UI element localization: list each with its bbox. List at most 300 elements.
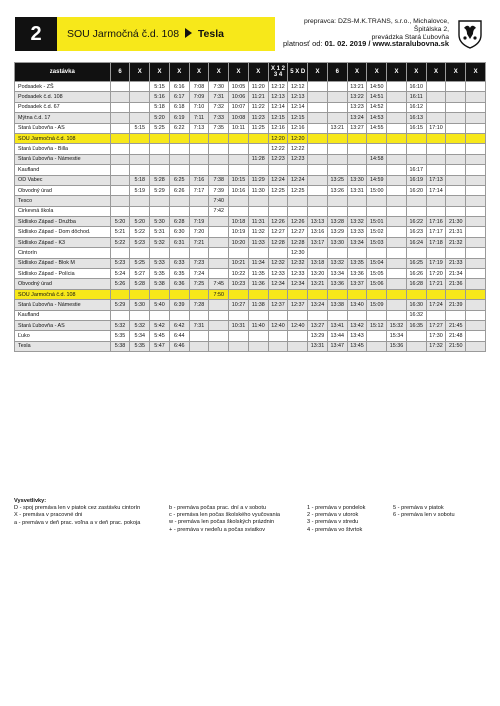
departure-time: 13:20 [308, 269, 328, 279]
departure-time [209, 320, 229, 330]
departure-time [327, 82, 347, 92]
departure-time: 16:19 [406, 175, 426, 185]
departure-time [229, 133, 249, 143]
departure-time: 5:18 [150, 102, 170, 112]
departure-time: 13:21 [327, 123, 347, 133]
stop-name: Sídlisko Západ - Polícia [15, 269, 111, 279]
departure-time [387, 206, 407, 216]
departure-time [426, 102, 446, 112]
departure-time [189, 248, 209, 258]
departure-time [248, 165, 268, 175]
departure-time: 12:24 [268, 175, 288, 185]
legend-item: c - premáva len počas školského vyučovania [169, 512, 280, 519]
departure-time [130, 154, 150, 164]
departure-time: 11:29 [248, 175, 268, 185]
departure-time: 13:44 [327, 331, 347, 341]
departure-time: 10:06 [229, 92, 249, 102]
departure-time [327, 165, 347, 175]
departure-time: 5:47 [150, 341, 170, 351]
departure-time: 12:12 [288, 82, 308, 92]
departure-time: 13:29 [327, 227, 347, 237]
departure-time [209, 248, 229, 258]
departure-time [268, 206, 288, 216]
departure-time [308, 133, 328, 143]
departure-time: 5:15 [150, 82, 170, 92]
departure-time: 12:20 [268, 133, 288, 143]
departure-time [446, 185, 466, 195]
departure-time: 12:26 [288, 217, 308, 227]
departure-time: 6:44 [169, 331, 189, 341]
departure-time: 12:23 [288, 154, 308, 164]
departure-time: 13:29 [308, 331, 328, 341]
departure-time: 10:20 [229, 237, 249, 247]
departure-time [248, 144, 268, 154]
departure-time [308, 196, 328, 206]
departure-time [387, 185, 407, 195]
departure-time [268, 310, 288, 320]
departure-time: 12:37 [288, 300, 308, 310]
departure-time: 16:22 [406, 217, 426, 227]
departure-time [110, 196, 130, 206]
departure-time [466, 320, 486, 330]
departure-time [189, 144, 209, 154]
departure-time [308, 154, 328, 164]
departure-time [288, 206, 308, 216]
departure-time: 16:25 [406, 258, 426, 268]
departure-time: 12:13 [288, 92, 308, 102]
departure-time: 6:18 [169, 102, 189, 112]
departure-time: 13:43 [347, 331, 367, 341]
departure-time: 5:23 [130, 237, 150, 247]
departure-time: 5:15 [130, 123, 150, 133]
departure-time [169, 154, 189, 164]
departure-time: 5:21 [110, 227, 130, 237]
departure-time: 7:33 [209, 113, 229, 123]
departure-time [327, 206, 347, 216]
departure-time: 14:53 [367, 113, 387, 123]
departure-time [367, 248, 387, 258]
departure-time [327, 92, 347, 102]
departure-time: 21:36 [446, 279, 466, 289]
table-row [15, 341, 486, 351]
departure-time: 5:24 [110, 269, 130, 279]
departure-time [466, 185, 486, 195]
departure-time [150, 310, 170, 320]
departure-time: 21:48 [446, 331, 466, 341]
departure-time [387, 144, 407, 154]
departure-time [347, 165, 367, 175]
departure-time: 15:09 [367, 300, 387, 310]
departure-time: 7:38 [209, 175, 229, 185]
departure-time [406, 133, 426, 143]
departure-time [110, 175, 130, 185]
departure-time [387, 237, 407, 247]
departure-time [426, 248, 446, 258]
departure-time [466, 102, 486, 112]
departure-time: 12:20 [288, 133, 308, 143]
departure-time: 13:32 [347, 217, 367, 227]
departure-time: 5:25 [130, 258, 150, 268]
table-row [15, 206, 486, 216]
departure-time: 12:25 [288, 185, 308, 195]
departure-time [387, 196, 407, 206]
departure-time: 17:10 [426, 123, 446, 133]
departure-time: 10:27 [229, 300, 249, 310]
departure-time: 13:24 [308, 300, 328, 310]
departure-time: 16:24 [406, 237, 426, 247]
departure-time [367, 133, 387, 143]
departure-time: 13:41 [327, 320, 347, 330]
departure-time: 16:28 [406, 279, 426, 289]
departure-time: 5:42 [150, 320, 170, 330]
table-row [15, 102, 486, 112]
departure-time [466, 92, 486, 102]
legend-item: D - spoj premáva len v piatok cez zastávku cintorín [14, 505, 141, 512]
departure-time: 12:40 [268, 320, 288, 330]
departure-time: 10:08 [229, 113, 249, 123]
departure-time [169, 310, 189, 320]
departure-time: 13:30 [327, 237, 347, 247]
column-header-stop: zastávka [15, 63, 111, 82]
departure-time [130, 310, 150, 320]
departure-time [347, 248, 367, 258]
departure-time [387, 175, 407, 185]
departure-time [110, 133, 130, 143]
departure-time: 15:00 [367, 185, 387, 195]
departure-time: 13:45 [347, 341, 367, 351]
departure-time [446, 102, 466, 112]
departure-time [150, 165, 170, 175]
departure-time [387, 154, 407, 164]
departure-time [367, 165, 387, 175]
departure-time: 6:46 [169, 341, 189, 351]
departure-time [426, 144, 446, 154]
departure-time: 17:16 [426, 217, 446, 227]
departure-time: 12:22 [268, 144, 288, 154]
departure-time [406, 206, 426, 216]
table-row [15, 154, 486, 164]
departure-time [426, 154, 446, 164]
departure-time [110, 82, 130, 92]
departure-time: 12:27 [288, 227, 308, 237]
table-row [15, 144, 486, 154]
departure-time: 17:17 [426, 227, 446, 237]
departure-time [446, 133, 466, 143]
departure-time: 5:20 [150, 113, 170, 123]
departure-time [406, 289, 426, 299]
departure-time [209, 144, 229, 154]
departure-time: 5:28 [130, 279, 150, 289]
departure-time [446, 165, 466, 175]
legend-col-2 [169, 505, 304, 534]
departure-time [189, 341, 209, 351]
departure-time [288, 310, 308, 320]
stop-name: Mýtna č.d. 17 [15, 113, 111, 123]
table-row [15, 196, 486, 206]
departure-time: 6:26 [169, 185, 189, 195]
stop-name: Podsadek č.d. 108 [15, 92, 111, 102]
legend-item: 4 - premáva vo štvrtok [307, 526, 363, 533]
departure-time [189, 165, 209, 175]
departure-time [130, 206, 150, 216]
departure-time: 11:20 [248, 82, 268, 92]
departure-time [150, 289, 170, 299]
departure-time: 16:35 [406, 320, 426, 330]
stop-name: Stará Ľubovňa - Námestie [15, 300, 111, 310]
departure-time [426, 113, 446, 123]
departure-time [169, 206, 189, 216]
departure-time [308, 289, 328, 299]
departure-time: 13:13 [308, 217, 328, 227]
departure-time: 12:34 [268, 279, 288, 289]
website-link[interactable]: www.staralubovna.sk [372, 39, 449, 48]
departure-time: 16:26 [406, 269, 426, 279]
departure-time: 10:23 [229, 279, 249, 289]
departure-time: 13:34 [347, 237, 367, 247]
departure-time [209, 165, 229, 175]
departure-time: 12:33 [268, 269, 288, 279]
column-header-6: X [209, 63, 229, 82]
departure-time [466, 217, 486, 227]
departure-time [367, 310, 387, 320]
departure-time: 7:39 [209, 185, 229, 195]
departure-time: 13:40 [347, 300, 367, 310]
departure-time: 7:31 [189, 320, 209, 330]
departure-time [446, 144, 466, 154]
departure-time: 16:15 [406, 123, 426, 133]
legend-col-1 [14, 498, 164, 527]
departure-time [387, 248, 407, 258]
departure-time [189, 206, 209, 216]
departure-time [327, 289, 347, 299]
departure-time [248, 206, 268, 216]
table-row [15, 237, 486, 247]
departure-time: 11:31 [248, 217, 268, 227]
departure-time: 7:40 [209, 196, 229, 206]
departure-time: 5:16 [150, 92, 170, 102]
departure-time [308, 123, 328, 133]
departure-time [130, 113, 150, 123]
table-row [15, 82, 486, 92]
departure-time [466, 206, 486, 216]
departure-time: 5:28 [150, 175, 170, 185]
departure-time: 16:30 [406, 300, 426, 310]
departure-time [209, 237, 229, 247]
table-row [15, 310, 486, 320]
table-row [15, 289, 486, 299]
departure-time: 11:33 [248, 237, 268, 247]
column-header-1: 6 [110, 63, 130, 82]
departure-time [308, 175, 328, 185]
departure-time: 21:50 [446, 341, 466, 351]
departure-time [189, 289, 209, 299]
departure-time: 5:29 [110, 300, 130, 310]
departure-time [308, 113, 328, 123]
departure-time [308, 102, 328, 112]
departure-time: 13:16 [308, 227, 328, 237]
departure-time: 6:39 [169, 300, 189, 310]
departure-time: 14:51 [367, 92, 387, 102]
departure-time [288, 331, 308, 341]
departure-time [248, 341, 268, 351]
departure-time: 12:16 [288, 123, 308, 133]
departure-time: 11:22 [248, 102, 268, 112]
stop-name: Tesco [15, 196, 111, 206]
departure-time [387, 310, 407, 320]
column-header-12: 6 [327, 63, 347, 82]
table-row [15, 269, 486, 279]
departure-time: 13:27 [308, 320, 328, 330]
departure-time: 5:40 [150, 300, 170, 310]
departure-time: 12:15 [288, 113, 308, 123]
column-header-16: X [406, 63, 426, 82]
departure-time: 17:32 [426, 341, 446, 351]
table-row [15, 92, 486, 102]
departure-time [327, 196, 347, 206]
departure-time [426, 289, 446, 299]
column-header-14: X [367, 63, 387, 82]
column-header-8: X [248, 63, 268, 82]
departure-time: 5:20 [130, 217, 150, 227]
departure-time: 13:27 [347, 123, 367, 133]
departure-time [150, 154, 170, 164]
stop-name: Sídlisko Západ - K3 [15, 237, 111, 247]
departure-time [150, 196, 170, 206]
departure-time: 13:36 [327, 279, 347, 289]
departure-time [308, 185, 328, 195]
departure-time [248, 289, 268, 299]
departure-time [387, 113, 407, 123]
departure-time: 12:28 [288, 237, 308, 247]
departure-time [209, 341, 229, 351]
stop-name: Stará Ľubovňa - Billa [15, 144, 111, 154]
departure-time [229, 154, 249, 164]
departure-time [229, 165, 249, 175]
departure-time [189, 133, 209, 143]
departure-time [209, 154, 229, 164]
departure-time [130, 165, 150, 175]
departure-time [169, 289, 189, 299]
departure-time [466, 154, 486, 164]
departure-time [229, 248, 249, 258]
departure-time [130, 82, 150, 92]
departure-time [268, 196, 288, 206]
departure-time [268, 289, 288, 299]
departure-time [169, 248, 189, 258]
departure-time: 12:32 [288, 258, 308, 268]
departure-time [446, 82, 466, 92]
departure-time [327, 144, 347, 154]
departure-time: 10:19 [229, 227, 249, 237]
table-row [15, 133, 486, 143]
departure-time: 5:38 [110, 341, 130, 351]
departure-time: 5:45 [150, 331, 170, 341]
departure-time: 5:20 [110, 217, 130, 227]
departure-time: 11:38 [248, 300, 268, 310]
departure-time: 17:14 [426, 185, 446, 195]
departure-time: 21:45 [446, 320, 466, 330]
departure-time [169, 133, 189, 143]
departure-time: 6:35 [169, 269, 189, 279]
departure-time [426, 82, 446, 92]
departure-time [387, 92, 407, 102]
departure-time: 12:28 [268, 237, 288, 247]
departure-time: 12:33 [288, 269, 308, 279]
departure-time: 21:33 [446, 258, 466, 268]
operator-line-1: prepravca: DZS-M.K.TRANS, s.r.o., Michalovce, Špitálska 2, [303, 18, 449, 33]
table-row [15, 165, 486, 175]
departure-time [347, 310, 367, 320]
departure-time [446, 154, 466, 164]
departure-time: 16:17 [406, 165, 426, 175]
operator-line-2: prevádzka Stará Ľubovňa [371, 34, 449, 41]
departure-time: 17:21 [426, 279, 446, 289]
table-row [15, 123, 486, 133]
timetable-header [15, 17, 485, 51]
departure-time: 10:15 [229, 175, 249, 185]
departure-time: 17:30 [426, 331, 446, 341]
stop-name: Ľuko [15, 331, 111, 341]
departure-time: 5:30 [150, 217, 170, 227]
departure-time [426, 133, 446, 143]
departure-time [229, 144, 249, 154]
departure-time [446, 196, 466, 206]
departure-time: 13:21 [347, 82, 367, 92]
departure-time [387, 269, 407, 279]
departure-time [248, 310, 268, 320]
route-from: SOU Jarmočná č.d. 108 [67, 28, 180, 40]
legend-col-4 [393, 505, 485, 519]
departure-time: 13:24 [347, 113, 367, 123]
column-header-7: X [229, 63, 249, 82]
table-row [15, 217, 486, 227]
column-header-13: X [347, 63, 367, 82]
departure-time [130, 144, 150, 154]
departure-time [466, 175, 486, 185]
departure-time: 17:19 [426, 258, 446, 268]
table-row [15, 279, 486, 289]
departure-time [229, 206, 249, 216]
departure-time [130, 196, 150, 206]
departure-time [189, 331, 209, 341]
departure-time: 11:23 [248, 113, 268, 123]
table-row [15, 175, 486, 185]
departure-time [110, 102, 130, 112]
departure-time [308, 82, 328, 92]
departure-time [150, 248, 170, 258]
departure-time: 5:31 [150, 227, 170, 237]
column-header-3: X [150, 63, 170, 82]
valid-label: platnosť od: [282, 39, 323, 48]
departure-time [150, 206, 170, 216]
departure-time: 7:16 [189, 175, 209, 185]
departure-time [288, 289, 308, 299]
departure-time: 13:23 [347, 102, 367, 112]
departure-time: 15:01 [367, 217, 387, 227]
departure-time [466, 196, 486, 206]
departure-time: 10:21 [229, 258, 249, 268]
departure-time [229, 331, 249, 341]
departure-time [387, 133, 407, 143]
stop-name: SOU Jarmočná č.d. 108 [15, 289, 111, 299]
stop-name: Cintorín [15, 248, 111, 258]
column-header-5: X [189, 63, 209, 82]
departure-time [150, 133, 170, 143]
stop-name: Sídlisko Západ - Dom dôchod. [15, 227, 111, 237]
departure-time: 7:24 [189, 269, 209, 279]
departure-time: 12:34 [288, 279, 308, 289]
departure-time [209, 217, 229, 227]
